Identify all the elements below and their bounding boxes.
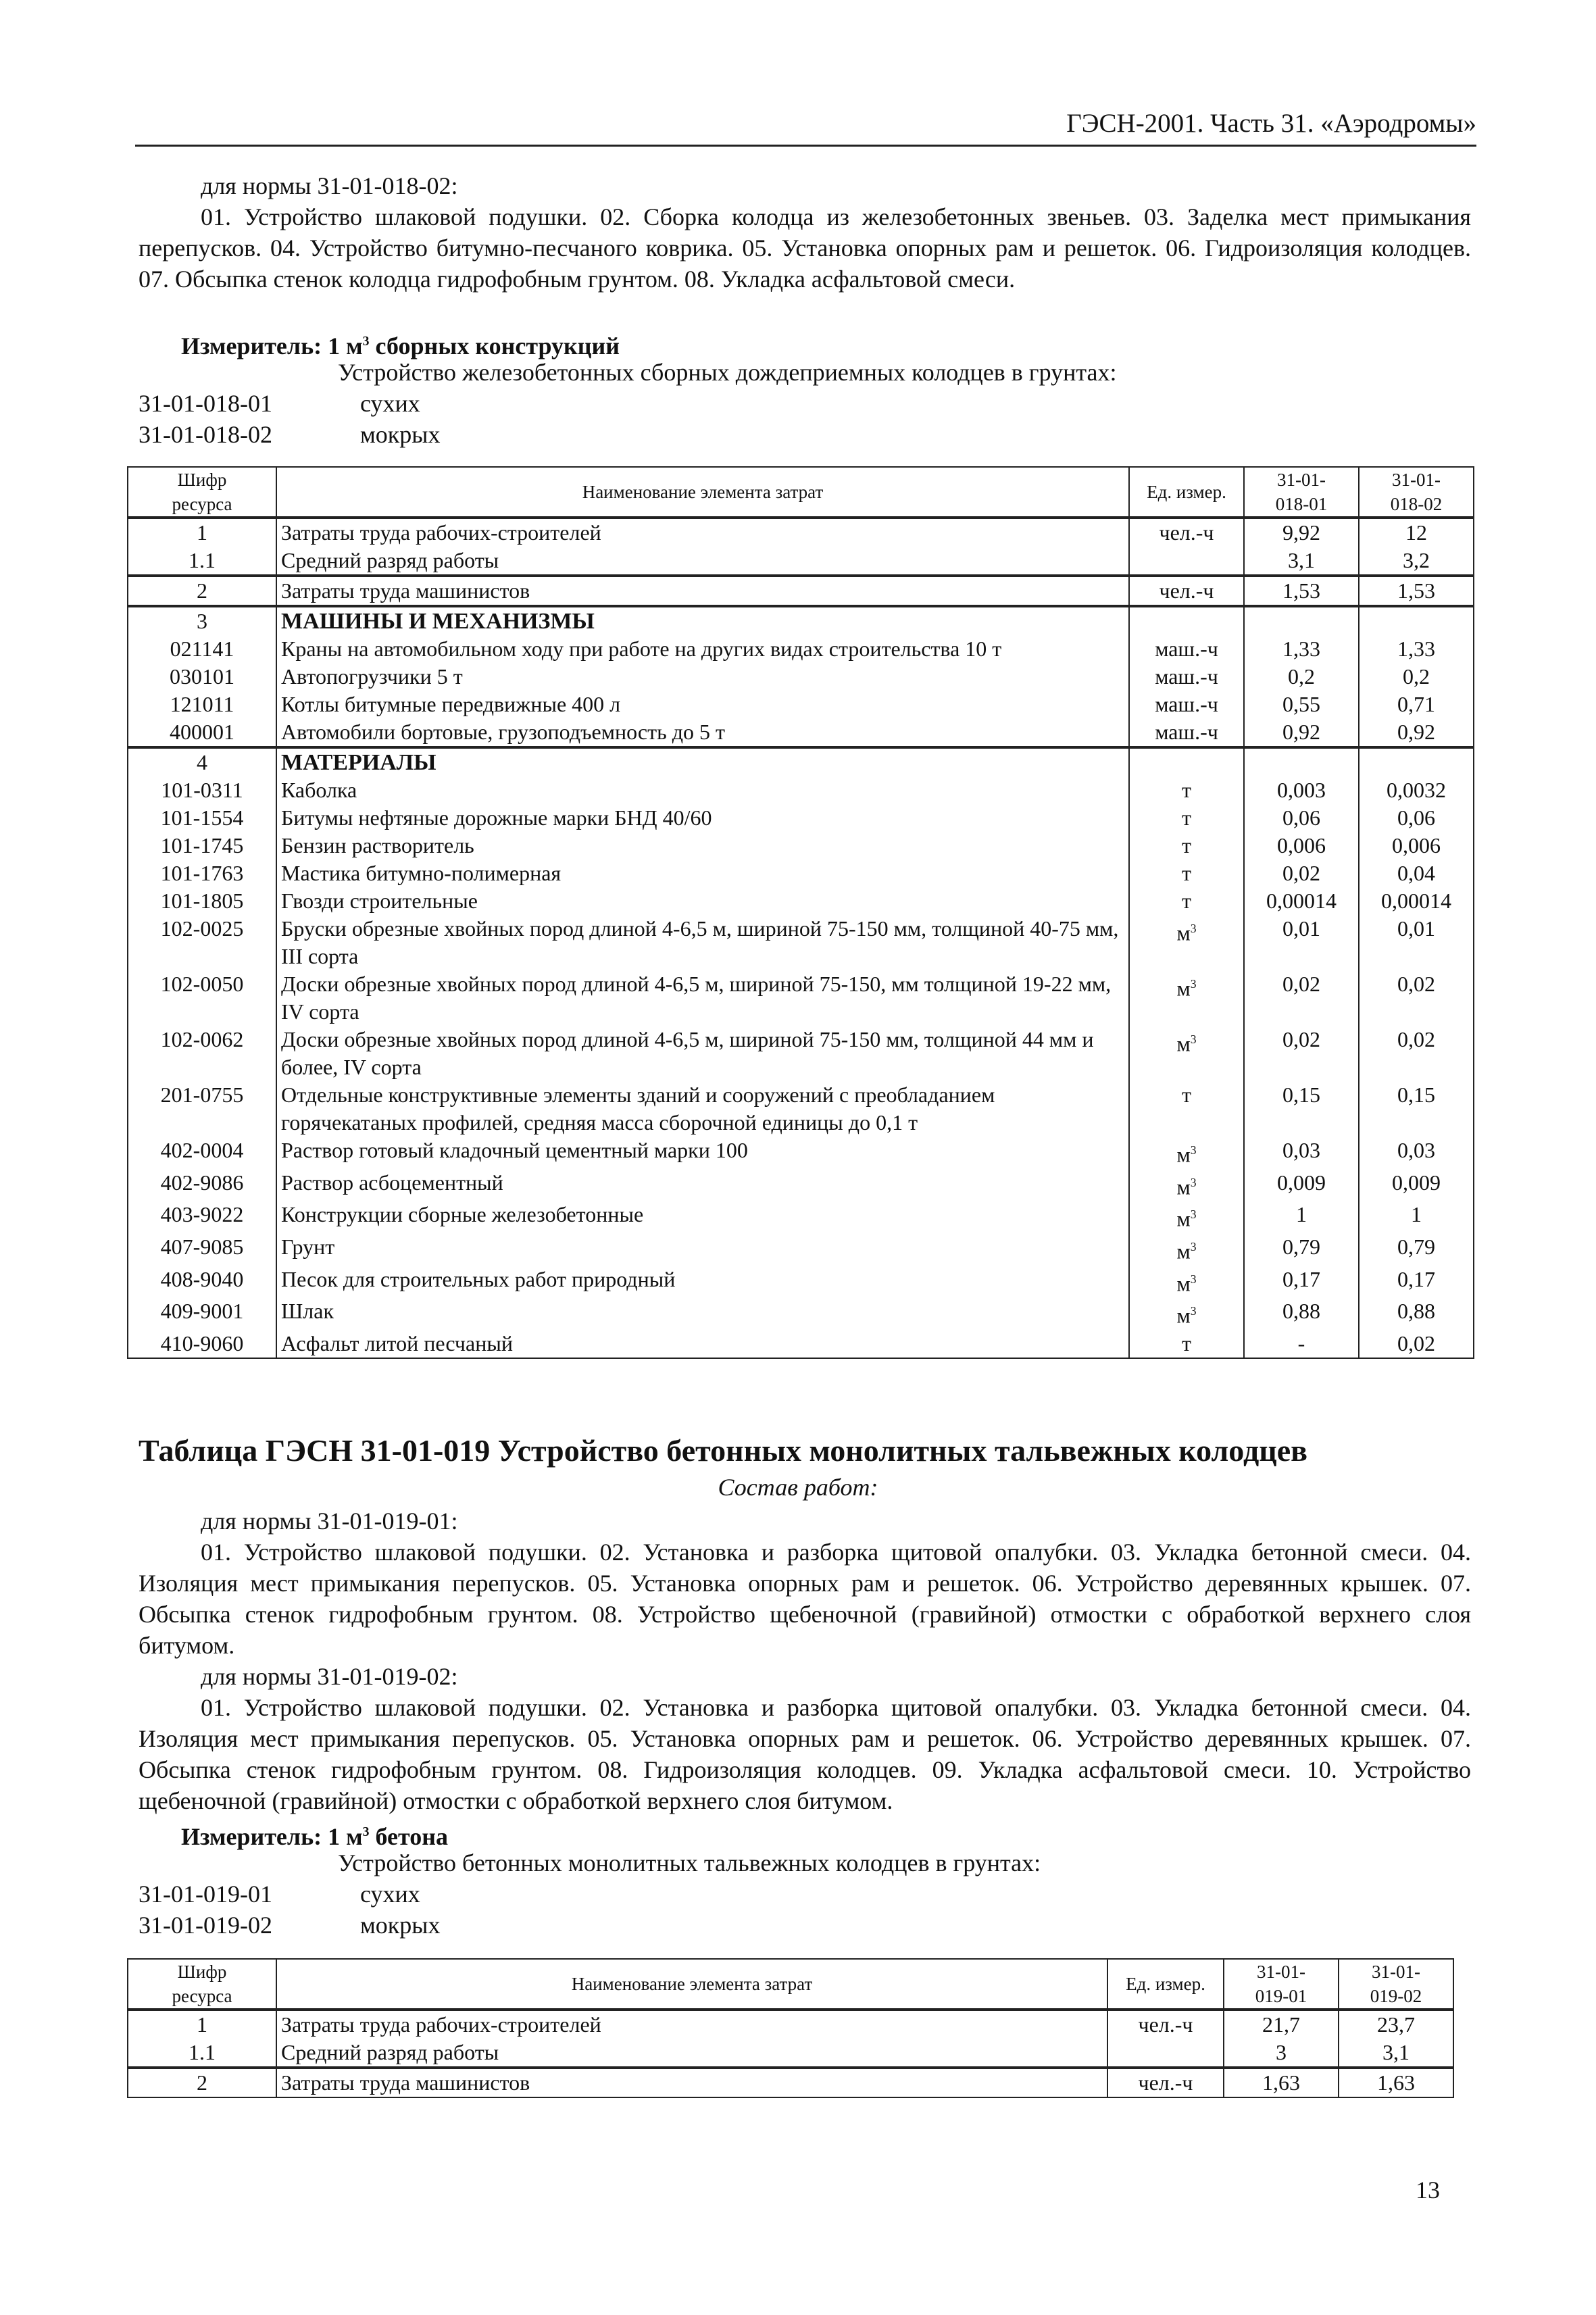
table-row: [128, 691, 1474, 718]
norm-value-2-cell: 0,02: [1359, 1330, 1474, 1358]
resource-code-cell: 201-0755: [128, 1081, 276, 1137]
resource-name-cell: Грунт: [276, 1233, 1129, 1266]
table-row: [128, 747, 1474, 776]
work-composition: 01. Устройство шлаковой подушки. 02. Установка и разборка щитовой опалубки. 03. Укладка бетонной смеси. 04. Изоляция мест примыкания перепусков. 05. Установка опорных рам и решеток. 06. Устройство деревянных крышек. 07. Обсыпка стенок гидрофобным грунтом. 08. Устройство щебеночной (гравийной) отмостки с обработкой верхнего слоя битумом.: [139, 1539, 1471, 1659]
norm-value-2-cell: 0,0032: [1359, 776, 1474, 804]
table-row: [128, 887, 1474, 915]
norm-value-1-cell: 3,1: [1244, 547, 1359, 576]
resource-name-cell: Раствор асбоцементный: [276, 1169, 1129, 1201]
norm-value-2-cell: 0,01: [1359, 915, 1474, 970]
header-code: Шифр ресурса: [128, 467, 276, 518]
norm-value-1-cell: 9,92: [1244, 518, 1359, 547]
work-composition: 01. Устройство шлаковой подушки. 02. Установка и разборка щитовой опалубки. 03. Укладка бетонной смеси. 04. Изоляция мест примыкания перепусков. 05. Установка опорных рам и решеток. 06. Устройство деревянных крышек. 07. Обсыпка стенок гидрофобным грунтом. 08. Гидроизоляция колодцев. 09. Укладка асфальтовой смеси. 10. Устройство щебеночной (гравийной) отмостки с обработкой верхнего слоя битумом.: [139, 1694, 1471, 1814]
norm-value-2-cell: 0,71: [1359, 691, 1474, 718]
table-row: [128, 1026, 1474, 1081]
table-row: [128, 1169, 1474, 1201]
norm-value-1-cell: [1244, 606, 1359, 635]
unit-text: м: [1176, 1174, 1191, 1199]
group-title: Устройство железобетонных сборных дождеприемных колодцев в грунтах:: [338, 359, 1117, 386]
norm-value-1-cell: 0,06: [1244, 804, 1359, 832]
unit-cell: [1129, 1266, 1244, 1298]
table-row: [128, 718, 1474, 747]
norm-value-1-cell: 0,02: [1244, 970, 1359, 1026]
header-title: ГЭСН-2001. Часть 31. «Аэродромы»: [1066, 109, 1476, 138]
resource-name-cell: Каболка: [276, 776, 1129, 804]
unit-cell: [1129, 1233, 1244, 1266]
resource-name-cell: Конструкции сборные железобетонные: [276, 1201, 1129, 1233]
resource-code-cell: 101-1805: [128, 887, 276, 915]
norm-code-text: мокрых: [360, 1912, 441, 1939]
header-name: Наименование элемента затрат: [276, 467, 1129, 518]
unit-cell: [1129, 747, 1244, 776]
norm-value-1-cell: 0,92: [1244, 718, 1359, 747]
unit-cell: [1129, 1026, 1244, 1081]
resource-table-2: [127, 1958, 1454, 2098]
norm-value-1-cell: 1,53: [1244, 576, 1359, 606]
unit-cell: чел.-ч: [1107, 2068, 1224, 2097]
for-norm-label: для нормы 31-01-019-01:: [201, 1508, 458, 1535]
resource-code-cell: 409-9001: [128, 1297, 276, 1330]
unit-cell: маш.-ч: [1129, 635, 1244, 663]
resource-name-cell: Автомобили бортовые, грузоподъемность до 5 т: [276, 718, 1129, 747]
unit-cell: [1129, 606, 1244, 635]
resource-code-cell: 021141: [128, 635, 276, 663]
norm-value-2-cell: [1359, 747, 1474, 776]
norm-value-1-cell: 1: [1244, 1201, 1359, 1233]
resource-name-cell: Мастика битумно-полимерная: [276, 860, 1129, 887]
table-row: [128, 576, 1474, 606]
table-title: Таблица ГЭСН 31-01-019 Устройство бетонных монолитных тальвежных колодцев: [139, 1433, 1308, 1468]
table-row: [128, 635, 1474, 663]
unit-text: м: [1176, 1206, 1191, 1231]
unit-cell: [1129, 1137, 1244, 1169]
norm-value-1-cell: -: [1244, 1330, 1359, 1358]
norm-code-text: мокрых: [360, 421, 441, 448]
table-row: [128, 860, 1474, 887]
norm-value-1-cell: 0,006: [1244, 832, 1359, 860]
resource-code-cell: 2: [128, 576, 276, 606]
header-norm-1: 31-01- 019-01: [1224, 1959, 1339, 2010]
norm-code: 31-01-018-02: [139, 421, 272, 448]
norm-value-2-cell: 0,04: [1359, 860, 1474, 887]
norm-value-2-cell: 0,2: [1359, 663, 1474, 691]
table-row: [128, 1330, 1474, 1358]
norm-value-1-cell: 0,15: [1244, 1081, 1359, 1137]
measure-unit: Измеритель: 1 $м^3$ сборных конструкций: [181, 332, 620, 359]
norm-value-2-cell: 0,02: [1359, 970, 1474, 1026]
resource-code-cell: 102-0050: [128, 970, 276, 1026]
unit-cell: [1129, 970, 1244, 1026]
unit-superscript: 3: [1190, 1272, 1197, 1286]
norm-value-2-cell: 3,2: [1359, 547, 1474, 576]
header-norm-2: 31-01- 019-02: [1339, 1959, 1453, 2010]
norm-value-1-cell: 0,79: [1244, 1233, 1359, 1266]
table-row: [128, 1266, 1474, 1298]
resource-name-cell: Доски обрезные хвойных пород длиной 4-6,5 м, шириной 75-150 мм, толщиной 44 мм и более, IV сорта: [276, 1026, 1129, 1081]
resource-name-cell: Котлы битумные передвижные 400 л: [276, 691, 1129, 718]
resource-code-cell: 121011: [128, 691, 276, 718]
norm-value-1-cell: 3: [1224, 2039, 1339, 2068]
unit-superscript: 3: [1190, 1143, 1197, 1157]
table-row: [128, 1201, 1474, 1233]
header-unit: Ед. измер.: [1107, 1959, 1224, 2010]
resource-code-cell: 402-0004: [128, 1137, 276, 1169]
norm-value-1-cell: 0,02: [1244, 1026, 1359, 1081]
norm-code: 31-01-019-02: [139, 1912, 272, 1939]
table-row: [128, 776, 1474, 804]
header-code: Шифр ресурса: [128, 1959, 276, 2010]
norm-value-2-cell: 0,92: [1359, 718, 1474, 747]
table-row: [128, 1081, 1474, 1137]
norm-value-1-cell: 0,009: [1244, 1169, 1359, 1201]
resource-code-cell: 030101: [128, 663, 276, 691]
resource-code-cell: 101-1763: [128, 860, 276, 887]
norm-value-1-cell: 0,88: [1244, 1297, 1359, 1330]
resource-code-cell: 102-0025: [128, 915, 276, 970]
unit-cell: [1129, 1169, 1244, 1201]
table-row: [128, 2068, 1453, 2097]
norm-value-2-cell: 0,00014: [1359, 887, 1474, 915]
norm-value-1-cell: 1,33: [1244, 635, 1359, 663]
norm-code: 31-01-019-01: [139, 1881, 272, 1908]
norm-value-2-cell: 0,88: [1359, 1297, 1474, 1330]
table-row: [128, 915, 1474, 970]
resource-code-cell: 101-1554: [128, 804, 276, 832]
resource-code-cell: 1.1: [128, 2039, 276, 2068]
resource-name-cell: Затраты труда машинистов: [276, 576, 1129, 606]
resource-name-cell: МАШИНЫ И МЕХАНИЗМЫ: [276, 606, 1129, 635]
unit-superscript: 3: [1190, 1304, 1197, 1318]
resource-code-cell: 102-0062: [128, 1026, 276, 1081]
norm-value-2-cell: 0,79: [1359, 1233, 1474, 1266]
for-norm-label: для нормы 31-01-019-02:: [201, 1663, 458, 1690]
unit-cell: т: [1129, 804, 1244, 832]
header-name: Наименование элемента затрат: [276, 1959, 1107, 2010]
unit-text: м: [1176, 1031, 1191, 1056]
resource-code-cell: 101-0311: [128, 776, 276, 804]
unit-text: м: [1176, 1142, 1191, 1167]
norm-value-2-cell: 0,17: [1359, 1266, 1474, 1298]
table-row: [128, 606, 1474, 635]
resource-name-cell: Автопогрузчики 5 т: [276, 663, 1129, 691]
table-header-row: [128, 1959, 1453, 2010]
norm-value-1-cell: 1,63: [1224, 2068, 1339, 2097]
norm-value-2-cell: 0,15: [1359, 1081, 1474, 1137]
resource-name-cell: Битумы нефтяные дорожные марки БНД 40/60: [276, 804, 1129, 832]
table-row: [128, 2010, 1453, 2039]
table-row: [128, 1297, 1474, 1330]
norm-code: 31-01-018-01: [139, 390, 272, 417]
table-row: [128, 663, 1474, 691]
unit-cell: маш.-ч: [1129, 691, 1244, 718]
norm-value-2-cell: 0,02: [1359, 1026, 1474, 1081]
table-header-row: [128, 467, 1474, 518]
unit-cell: чел.-ч: [1129, 576, 1244, 606]
resource-code-cell: 402-9086: [128, 1169, 276, 1201]
work-composition-heading: Состав работ:: [718, 1474, 878, 1501]
unit-superscript: 3: [1190, 1239, 1197, 1253]
norm-value-1-cell: 0,03: [1244, 1137, 1359, 1169]
unit-cell: чел.-ч: [1107, 2010, 1224, 2039]
header-norm-1: 31-01- 018-01: [1244, 467, 1359, 518]
unit-superscript: 3: [1190, 1032, 1197, 1046]
header-norm-2: 31-01- 018-02: [1359, 467, 1474, 518]
unit-cell: т: [1129, 1330, 1244, 1358]
norm-value-1-cell: 0,02: [1244, 860, 1359, 887]
resource-table-1: [127, 466, 1474, 1359]
norm-value-1-cell: 21,7: [1224, 2010, 1339, 2039]
page-number: 13: [1416, 2176, 1440, 2204]
table-row: [128, 1233, 1474, 1266]
resource-name-cell: Средний разряд работы: [276, 547, 1129, 576]
table-row: [128, 2039, 1453, 2068]
resource-code-cell: 410-9060: [128, 1330, 276, 1358]
unit-text: м: [1176, 1239, 1191, 1264]
resource-code-cell: 3: [128, 606, 276, 635]
norm-value-2-cell: 0,009: [1359, 1169, 1474, 1201]
norm-value-1-cell: 0,55: [1244, 691, 1359, 718]
unit-cell: маш.-ч: [1129, 718, 1244, 747]
resource-name-cell: Песок для строительных работ природный: [276, 1266, 1129, 1298]
norm-value-2-cell: 23,7: [1339, 2010, 1453, 2039]
resource-name-cell: Краны на автомобильном ходу при работе на других видах строительства 10 т: [276, 635, 1129, 663]
unit-cell: чел.-ч: [1129, 518, 1244, 547]
unit-text: м: [1176, 1303, 1191, 1328]
measure-unit: Измеритель: 1 $м^3$ бетона: [181, 1823, 448, 1850]
unit-cell: [1107, 2039, 1224, 2068]
resource-name-cell: Асфальт литой песчаный: [276, 1330, 1129, 1358]
unit-cell: [1129, 1201, 1244, 1233]
unit-cell: [1129, 915, 1244, 970]
norm-value-2-cell: 3,1: [1339, 2039, 1453, 2068]
resource-name-cell: Шлак: [276, 1297, 1129, 1330]
norm-value-2-cell: 1,53: [1359, 576, 1474, 606]
resource-name-cell: Средний разряд работы: [276, 2039, 1107, 2068]
header-unit: Ед. измер.: [1129, 467, 1244, 518]
norm-code-text: сухих: [360, 1881, 420, 1908]
resource-name-cell: Затраты труда рабочих-строителей: [276, 2010, 1107, 2039]
unit-cell: т: [1129, 776, 1244, 804]
unit-cell: [1129, 547, 1244, 576]
resource-code-cell: 4: [128, 747, 276, 776]
resource-name-cell: Отдельные конструктивные элементы зданий и сооружений с преобладанием горячекатаных профилей, средняя масса сборочной единицы до 0,1 т: [276, 1081, 1129, 1137]
resource-code-cell: 403-9022: [128, 1201, 276, 1233]
resource-name-cell: Доски обрезные хвойных пород длиной 4-6,5 м, шириной 75-150, мм толщиной 19-22 мм, IV сорта: [276, 970, 1129, 1026]
table-row: [128, 804, 1474, 832]
table-row: [128, 832, 1474, 860]
resource-name-cell: МАТЕРИАЛЫ: [276, 747, 1129, 776]
resource-name-cell: Затраты труда рабочих-строителей: [276, 518, 1129, 547]
resource-code-cell: 1: [128, 518, 276, 547]
resource-name-cell: Затраты труда машинистов: [276, 2068, 1107, 2097]
norm-value-2-cell: 0,06: [1359, 804, 1474, 832]
norm-value-1-cell: 0,17: [1244, 1266, 1359, 1298]
table-row: [128, 518, 1474, 547]
group-title: Устройство бетонных монолитных тальвежных колодцев в грунтах:: [338, 1849, 1041, 1876]
norm-value-1-cell: 0,2: [1244, 663, 1359, 691]
for-norm-label: для нормы 31-01-018-02:: [201, 172, 458, 199]
resource-code-cell: 1.1: [128, 547, 276, 576]
norm-code-text: сухих: [360, 390, 420, 417]
unit-cell: т: [1129, 832, 1244, 860]
table-row: [128, 547, 1474, 576]
norm-value-1-cell: 0,01: [1244, 915, 1359, 970]
resource-code-cell: 407-9085: [128, 1233, 276, 1266]
work-composition: 01. Устройство шлаковой подушки. 02. Сборка колодца из железобетонных звеньев. 03. Заделка мест примыкания перепусков. 04. Устройство битумно-песчаного коврика. 05. Установка опорных рам и решеток. 06. Гидроизоляция колодцев. 07. Обсыпка стенок колодца гидрофобным грунтом. 08. Укладка асфальтовой смеси.: [139, 203, 1471, 293]
unit-cell: т: [1129, 887, 1244, 915]
norm-value-2-cell: 1,63: [1339, 2068, 1453, 2097]
resource-code-cell: 408-9040: [128, 1266, 276, 1298]
unit-text: м: [1176, 920, 1191, 945]
unit-text: м: [1176, 1271, 1191, 1296]
table-row: [128, 1137, 1474, 1169]
norm-value-1-cell: [1244, 747, 1359, 776]
unit-superscript: 3: [1190, 1208, 1197, 1222]
norm-value-2-cell: 1,33: [1359, 635, 1474, 663]
norm-value-1-cell: 0,003: [1244, 776, 1359, 804]
unit-cell: маш.-ч: [1129, 663, 1244, 691]
unit-text: м: [1176, 976, 1191, 1001]
norm-value-2-cell: [1359, 606, 1474, 635]
resource-code-cell: 400001: [128, 718, 276, 747]
unit-cell: т: [1129, 1081, 1244, 1137]
resource-code-cell: 101-1745: [128, 832, 276, 860]
table-row: [128, 970, 1474, 1026]
resource-name-cell: Гвозди строительные: [276, 887, 1129, 915]
page-header: [135, 108, 1476, 147]
unit-superscript: 3: [1190, 922, 1197, 935]
unit-cell: т: [1129, 860, 1244, 887]
resource-code-cell: 2: [128, 2068, 276, 2097]
resource-name-cell: Бензин растворитель: [276, 832, 1129, 860]
resource-name-cell: Раствор готовый кладочный цементный марки 100: [276, 1137, 1129, 1169]
norm-value-2-cell: 1: [1359, 1201, 1474, 1233]
norm-value-1-cell: 0,00014: [1244, 887, 1359, 915]
norm-value-2-cell: 0,006: [1359, 832, 1474, 860]
unit-superscript: 3: [1190, 1175, 1197, 1189]
unit-superscript: 3: [1190, 977, 1197, 991]
resource-name-cell: Бруски обрезные хвойных пород длиной 4-6,5 м, шириной 75-150 мм, толщиной 40-75 мм, III сорта: [276, 915, 1129, 970]
norm-value-2-cell: 12: [1359, 518, 1474, 547]
unit-cell: [1129, 1297, 1244, 1330]
resource-code-cell: 1: [128, 2010, 276, 2039]
norm-value-2-cell: 0,03: [1359, 1137, 1474, 1169]
